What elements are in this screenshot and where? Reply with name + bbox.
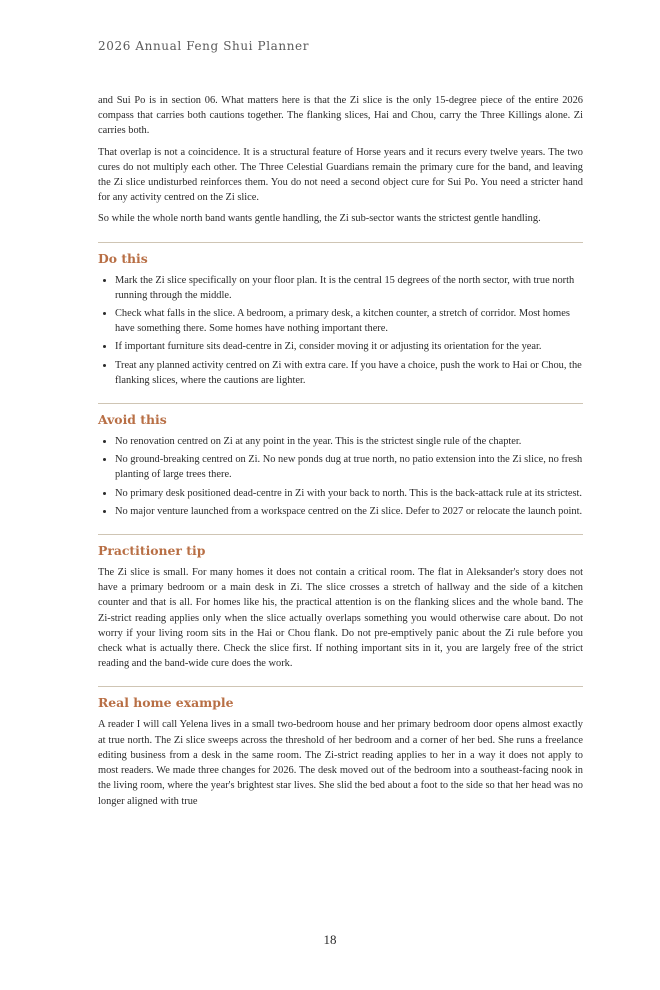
avoid-this-section	[98, 412, 583, 519]
running-header-title: 2026 Annual Feng Shui Planner	[98, 39, 310, 53]
list-item: Mark the Zi slice specifically on your floor plan. It is the central 15 degrees of the north sector, with true north running through the middle.	[115, 273, 583, 303]
list-item: No ground-breaking centred on Zi. No new ponds dug at true north, no patio extension into the Zi slice, no fresh planting of large trees there.	[115, 452, 583, 482]
list-item: No major venture launched from a workspace centred on the Zi slice. Defer to 2027 or relocate the launch point.	[115, 504, 583, 519]
section-divider	[98, 686, 583, 687]
section-divider	[98, 403, 583, 404]
section-heading-do-this: Do this	[98, 250, 148, 266]
section-heading-practitioner-tip: Practitioner tip	[98, 543, 206, 559]
tip-paragraph: The Zi slice is small. For many homes it does not contain a critical room. The flat in Aleksander's story does not have a primary bedroom or a main desk in Zi. The slice crosses a stretch of hallway and the side of a kitchen counter and that is all. For homes like his, the practical attention is on the flanking slices and the whole band. The Zi-strict reading applies only when the slice actually overlaps something you would otherwise care about. Do not worry if your living room sits in the Hai or Chou flank. Do not pre-emptively panic about the Zi rule before you check what is actually there. Check the slice first. If nothing important sits in it, you are largely free of the strict reading and the band-wide cure does the work.	[98, 567, 583, 670]
list-item: Treat any planned activity centred on Zi with extra care. If you have a choice, push the work to Hai or Chou, the flanking slices, where the cautions are lighter.	[115, 358, 583, 388]
list-item: No primary desk positioned dead-centre in Zi with your back to north. This is the back-attack rule at its strictest.	[115, 486, 583, 501]
list-item: No renovation centred on Zi at any point in the year. This is the strictest single rule of the chapter.	[115, 434, 583, 449]
section-divider	[98, 242, 583, 243]
section-divider	[98, 534, 583, 535]
list-item: Check what falls in the slice. A bedroom, a primary desk, a kitchen counter, a stretch of corridor. Most homes have something there. Some homes have nothing important there.	[115, 306, 583, 336]
page-body	[98, 93, 583, 815]
section-heading-real-home-example: Real home example	[98, 695, 234, 711]
body-paragraph: and Sui Po is in section 06. What matters here is that the Zi slice is the only 15-degree piece of the entire 2026 compass that carries both cautions together. The flanking slices, Hai and Chou, carry the Three Killings alone. Zi carries both.	[98, 95, 583, 137]
page-number: 18	[323, 932, 337, 947]
body-paragraph: So while the whole north band wants gentle handling, the Zi sub-sector wants the strictest gentle handling.	[98, 213, 541, 225]
example-paragraph: A reader I will call Yelena lives in a small two-bedroom house and her primary bedroom door opens almost exactly at true north. The Zi slice sweeps across the threshold of her bedroom and a corner of her bed. She runs a freelance editing business from a desk in the same room. The Zi-strict reading applies to her in a way it does not apply to most readers. We made three changes for 2026. The desk moved out of the bedroom into a southeast-facing nook in the living room, where the year's brightest star lives. She slid the bed about a foot to the side so that her head was no longer aligned with true	[98, 719, 583, 807]
practitioner-tip-section	[98, 543, 583, 671]
do-this-list	[98, 273, 583, 388]
avoid-this-list	[98, 434, 583, 519]
do-this-section	[98, 251, 583, 388]
body-paragraph: That overlap is not a coincidence. It is a structural feature of Horse years and it recurs every twelve years. The two cures do not multiply each other. The Three Celestial Guardians remain the primary cure for the band, and leaving the Zi slice undisturbed reinforces them. You do not need a second object cure for Sui Po. You need a stricter hand for any activity centred on the Zi slice.	[98, 146, 583, 204]
list-item: If important furniture sits dead-centre in Zi, consider moving it or adjusting its orientation for the year.	[115, 339, 583, 354]
section-heading-avoid-this: Avoid this	[98, 412, 167, 428]
real-home-example-section	[98, 695, 583, 808]
